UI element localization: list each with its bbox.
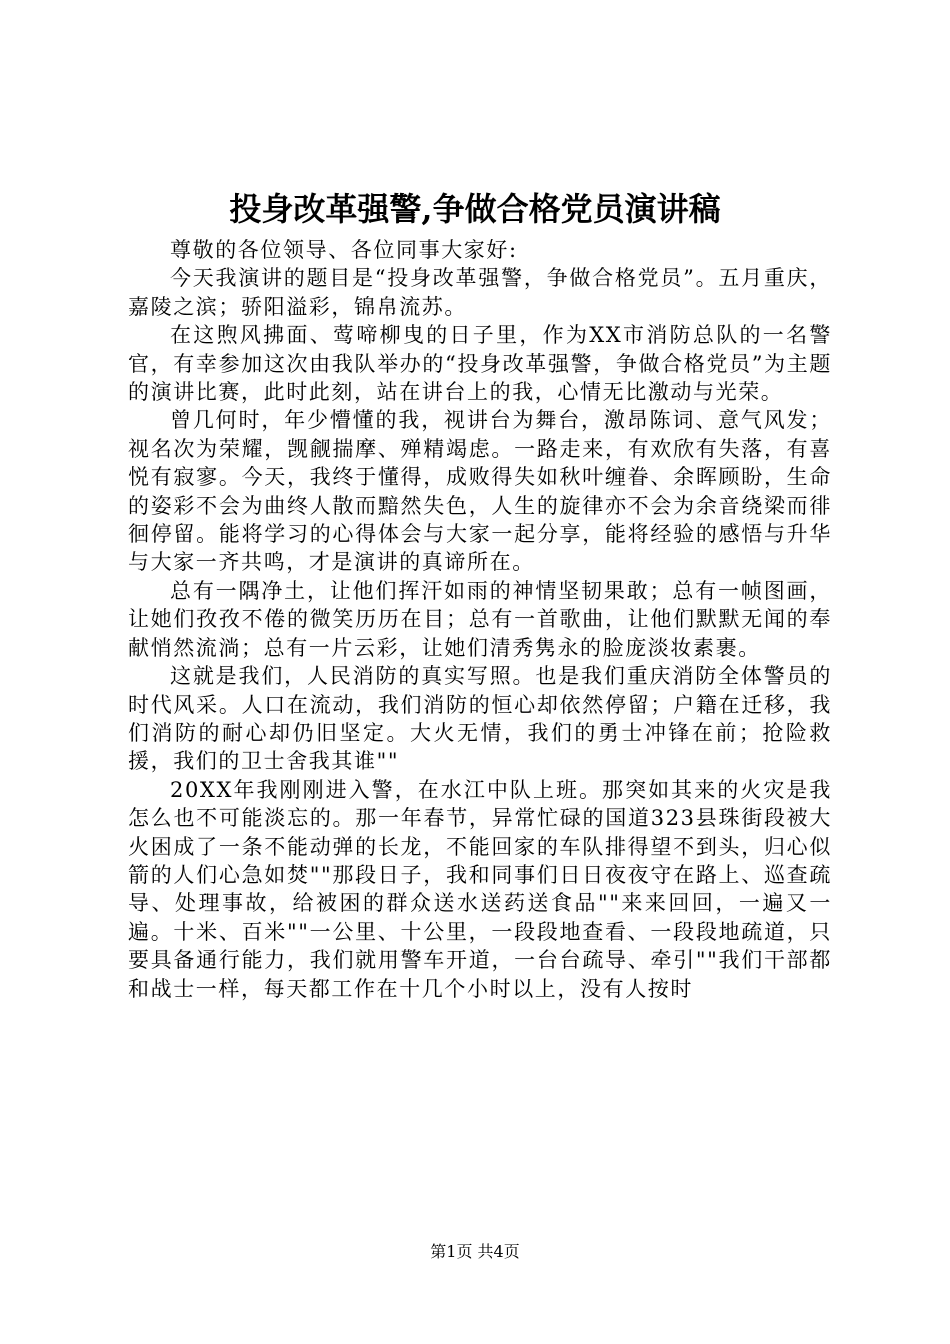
paragraph-story: 20XX年我刚刚进入警，在水江中队上班。那突如其来的火灾是我怎么也不可能淡忘的。那一年春节，异常忙碌的国道323县珠街段被大火困成了一条不能动弹的长龙，不能回家的车队排得望不到头，归心似箭的人们心急如焚""那段日子，我和同事们日日夜夜守在路上、巡查疏导、处理事故，给被困的群众送水送药送食品""来来回回，一遍又一遍。十米、百米""一公里、十公里，一段段地查看、一段段地疏道，只要具备通行能力，我们就用警车开道，一台台疏导、牵引""我们干部都和战士一样，每天都工作在十几个小时以上，没有人按时 [128, 777, 832, 1001]
paragraph-portrait: 这就是我们，人民消防的真实写照。也是我们重庆消防全体警员的时代风采。人口在流动，我们消防的恒心却依然停留；户籍在迁移，我们消防的耐心却仍旧坚定。大火无情，我们的勇士冲锋在前；抢险救援，我们的卫士舍我其谁"" [128, 664, 832, 774]
paragraph-topic: 今天我演讲的题目是“投身改革强警，争做合格党员”。五月重庆，嘉陵之滨；骄阳溢彩，锦帛流苏。 [128, 266, 832, 319]
page-footer [0, 1241, 950, 1263]
page-total: 共4页 [477, 1242, 520, 1261]
page-number: 第1页 [430, 1242, 473, 1261]
paragraph-imagery: 总有一隅净土，让他们挥汗如雨的神情坚韧果敢；总有一帧图画，让她们孜孜不倦的微笑历历在目；总有一首歌曲，让他们默默无闻的奉献悄然流淌；总有一片云彩，让她们清秀隽永的脸庞淡妆素裹。 [128, 578, 832, 660]
paragraph-intro: 在这煦风拂面、莺啼柳曳的日子里，作为XX市消防总队的一名警官，有幸参加这次由我队举办的“投身改革强警，争做合格党员”为主题的演讲比赛，此时此刻，站在讲台上的我，心情无比激动与光荣。 [128, 323, 832, 405]
document-title: 投身改革强警,争做合格党员演讲稿 [229, 190, 721, 228]
paragraph-reflection: 曾几何时，年少懵懂的我，视讲台为舞台，激昂陈词、意气风发；视名次为荣耀，觊觎揣摩、殚精竭虑。一路走来，有欢欣有失落，有喜悦有寂寥。今天，我终于懂得，成败得失如秋叶缠眷、余晖顾盼，生命的姿彩不会为曲终人散而黯然失色，人生的旋律亦不会为余音绕梁而徘徊停留。能将学习的心得体会与大家一起分享，能将经验的感悟与升华与大家一齐共鸣，才是演讲的真谛所在。 [128, 408, 832, 575]
paragraph-greeting: 尊敬的各位领导、各位同事大家好: [170, 238, 518, 262]
document-body [128, 236, 832, 1003]
